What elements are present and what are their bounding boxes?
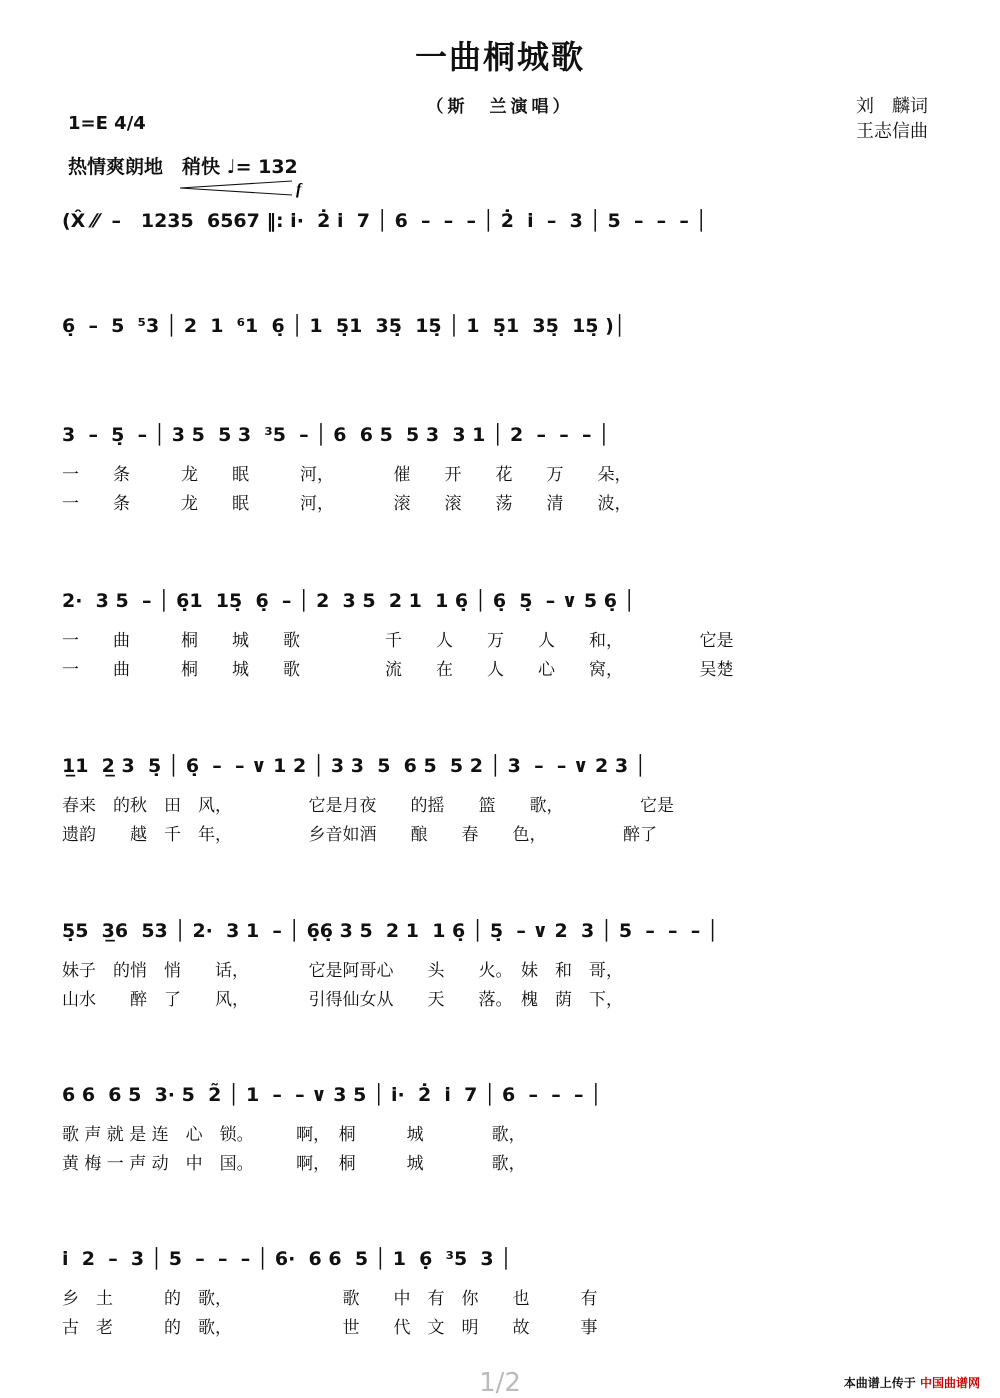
score-system	[62, 210, 932, 232]
lyric-verse-2: 一 条 龙 眠 河， 滚 滚 荡 清 波，	[62, 494, 632, 514]
score-system	[62, 1084, 932, 1174]
lyric-verse-2: 古 老 的 歌， 世 代 文 明 故 事	[62, 1318, 598, 1338]
notation-line: 6 6 6 5 3· 5 2̃ │ 1 – – ∨ 3 5 │ i· 2̇ i 7 │ 6 – – – │	[62, 1084, 602, 1106]
lyric-verse-1: 妹子 的悄 悄 话， 它是阿哥心 头 火。 妹 和 哥，	[62, 961, 623, 981]
score-system	[62, 920, 932, 1010]
key-signature: 1=E 4/4	[68, 113, 146, 134]
crescendo-hairpin-icon	[180, 178, 310, 198]
notation-line: 1̲1 2̲ 3 5̣ │ 6̣ – – ∨ 1 2 │ 3 3 5 6 5 5 2 │ 3 – – ∨ 2 3 │	[62, 755, 647, 777]
score-system	[62, 590, 932, 680]
lyricist-credit: 刘 麟词	[856, 96, 928, 117]
score-system	[62, 315, 932, 337]
composer-credit: 王志信曲	[856, 121, 928, 142]
notation-line: i 2 – 3 │ 5 – – – │ 6· 6 6 5 │ 1 6̣ ³5 3 │	[62, 1248, 512, 1270]
lyric-verse-1: 一 曲 桐 城 歌 千 人 万 人 和， 它是	[62, 631, 734, 651]
page-number: 1/2	[479, 1368, 521, 1398]
singer-credit: （斯 兰演唱）	[426, 97, 574, 117]
svg-text:f: f	[296, 181, 302, 198]
notation-line: 3 – 5̣ – │ 3 5 5 3 ³5 – │ 6 6 5 5 3 3 1 │ 2 – – – │	[62, 424, 610, 446]
lyric-verse-1: 春来 的秋 田 风， 它是月夜 的摇 篮 歌， 它是	[62, 796, 674, 816]
source-watermark	[844, 1374, 980, 1391]
notation-line: 6̣ – 5 ⁵3 │ 2 1 ⁶1 6̣ │ 1 5̣1 35̣ 15̣ │ 1 5̣1 35̣ 15̣ )│	[62, 315, 626, 337]
score-system	[62, 424, 932, 514]
lyric-verse-2: 遗韵 越 千 年， 乡音如酒 酿 春 色， 醉了	[62, 825, 657, 845]
score-system	[62, 755, 932, 845]
page-title: 一曲桐城歌	[414, 38, 585, 76]
notation-line: 5̣5 3̲6 53 │ 2· 3 1 – │ 6̣6̣ 3 5 2 1 1 6̣ │ 5̣ – ∨ 2 3 │ 5 – – – │	[62, 920, 719, 942]
lyric-verse-1: 歌 声 就 是 连 心 锁。 啊， 桐 城 歌，	[62, 1125, 526, 1145]
lyric-verse-2: 黄 梅 一 声 动 中 国。 啊， 桐 城 歌，	[62, 1154, 526, 1174]
tempo-marking: 热情爽朗地 稍快 ♩= 132	[68, 156, 298, 178]
site-logo: 中国曲谱网	[919, 1376, 980, 1390]
lyric-verse-1: 乡 土 的 歌， 歌 中 有 你 也 有	[62, 1289, 598, 1309]
notation-line: (X̂ ⁄⁄ – 1235 6567 ‖: i· 2̇ i 7 │ 6 – – – │ 2̇ i – 3 │ 5 – – – │	[62, 210, 707, 232]
upload-note: 本曲谱上传于	[843, 1376, 916, 1390]
lyric-verse-2: 一 曲 桐 城 歌 流 在 人 心 窝， 吴楚	[62, 660, 734, 680]
lyric-verse-2: 山水 醉 了 风， 引得仙女从 天 落。 槐 荫 下，	[62, 990, 623, 1010]
score-system	[62, 1248, 932, 1338]
notation-line: 2· 3 5 – │ 6̣1 15̣ 6̣ – │ 2 3 5 2 1 1 6̣ │ 6̣ 5̣ – ∨ 5 6̣ │	[62, 590, 635, 612]
lyric-verse-1: 一 条 龙 眠 河， 催 开 花 万 朵，	[62, 465, 632, 485]
